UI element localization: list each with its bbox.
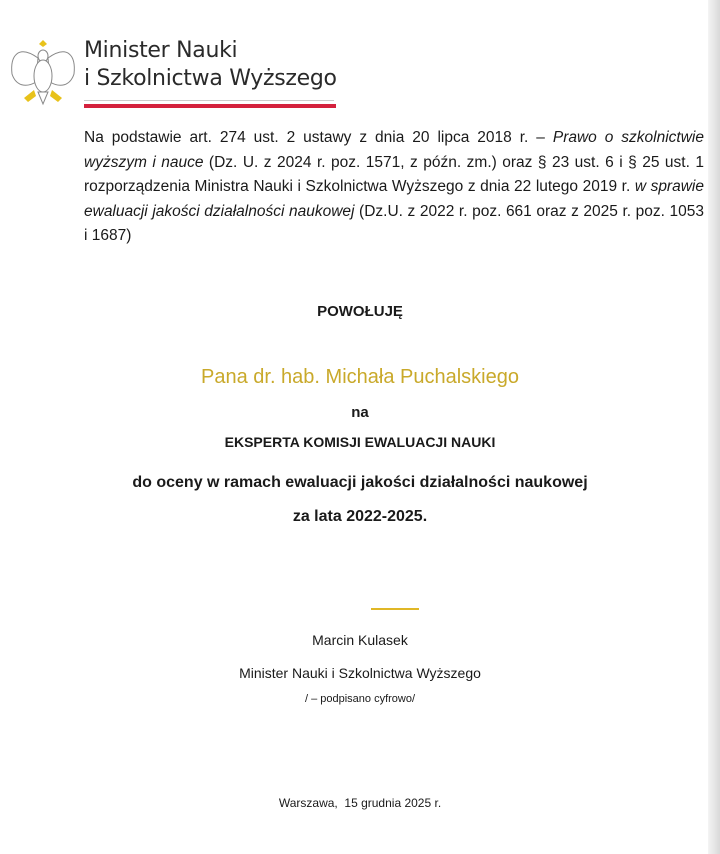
- legal-basis-paragraph: [84, 126, 704, 249]
- ministry-name: [84, 37, 337, 93]
- appointee-name: Pana dr. hab. Michała Puchalskiego: [201, 366, 519, 388]
- basis-text: Na podstawie art. 274 ust. 2 ustawy z dnia 20 lipca 2018 r. –: [84, 129, 553, 146]
- digital-signature-note: / – podpisano cyfrowo/: [304, 693, 416, 705]
- basis-text: (Dz.U. z 2022 r. poz. 661 oraz z 2025 r. poz. 1053 i 1687): [84, 202, 704, 244]
- signer-title: Minister Nauki i Szkolnictwa Wyższego: [239, 665, 481, 681]
- appointed-role: EKSPERTA KOMISJI EWALUACJI NAUKI: [224, 434, 496, 450]
- as-word: na: [351, 404, 369, 421]
- basis-text: (Dz. U. z 2024 r. poz. 1571, z późn. zm.) oraz § 23 ust. 6 i § 25 ust. 1 rozporządzenia Ministra Nauki i Szkolnictwa Wyższego z dnia 22 lutego 2019 r.: [84, 153, 704, 195]
- signature-line: [371, 608, 419, 610]
- header-red-bar: [84, 104, 336, 108]
- header-divider: [84, 100, 334, 101]
- ministry-name-line2: i Szkolnictwa Wyższego: [84, 66, 337, 91]
- appoint-heading: POWOŁUJĘ: [317, 303, 403, 320]
- place-and-date: Warszawa, 15 grudnia 2025 r.: [278, 796, 442, 810]
- basis-regulation-title: w sprawie ewaluacji jakości działalności naukowej: [84, 178, 704, 220]
- signer-name: Marcin Kulasek: [312, 632, 408, 648]
- ministry-name-line1: Minister Nauki: [84, 38, 238, 63]
- white-eagle-emblem-icon: [8, 36, 78, 108]
- appointment-period: za lata 2022-2025.: [292, 508, 428, 525]
- appointment-purpose: do oceny w ramach ewaluacji jakości działalności naukowej: [132, 474, 588, 491]
- basis-act-title: Prawo o szkolnictwie wyższym i nauce: [84, 129, 704, 171]
- page-edge: [708, 0, 720, 854]
